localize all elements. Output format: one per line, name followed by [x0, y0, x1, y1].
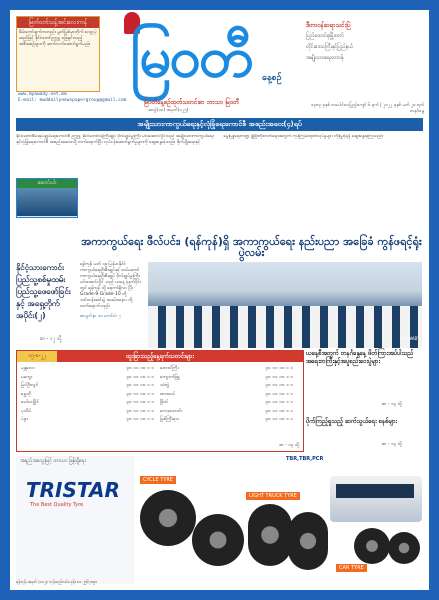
photo-crowd-row — [148, 320, 422, 334]
main-story-page-ref: စာမျက်နှာ ၁၀ ကော်လံ ၇ — [80, 314, 122, 319]
photo-crowd-row — [148, 306, 422, 320]
header-right-panel — [306, 20, 424, 64]
photo-caption: MYAWADY — [401, 337, 420, 342]
tyre-image — [354, 528, 390, 564]
tyre-image — [288, 512, 328, 570]
tagline: မြဝတီနေ့စဉ်ထုတ်သတင်းစာ ဘာသာ မြဝတီ — [144, 99, 240, 106]
directory-row — [21, 374, 299, 383]
directory-row — [21, 408, 299, 417]
side-headline[interactable]: နိုင်ငံ့သားကောင်းပြည်သူ့စစ်မှုထမ်း ပြည်သူ့ဖေဖော်ခြင်းနှင့် အရှေ့တိုက် အပိုင်း(၂) — [16, 263, 71, 320]
right-story-headline[interactable]: ပိုက်ကြည့်ရှုသည့် ဆက်သွယ်ရေး စနစ်များ — [306, 418, 397, 425]
directory-cell: ပဲခူး — [21, 417, 28, 422]
directory-cell: ပြင်ဦးလွင် — [21, 383, 39, 388]
ad-light-label: LIGHT TRUCK TYRE — [246, 492, 300, 500]
directory-cell: ၃၀ ၁၁ ၁၀ ၁ ၁ — [265, 400, 293, 405]
bus-window — [336, 484, 414, 498]
side-feature-photo — [17, 188, 77, 216]
ad-slogan: The Best Quality Tyre — [30, 502, 84, 508]
directory-cell: ၃၀ ၁၁ ၁၀ ၁ ၁ — [126, 391, 154, 397]
contact-info — [18, 92, 126, 104]
ad-top-text: အရည်အသွေးမြင့် တာယာ ဖြန့်ချိရေး — [20, 458, 86, 464]
email-link[interactable]: E-mail: mwddailynewspapergroup@gmail.com — [18, 98, 127, 103]
photo-crowd-row — [148, 334, 422, 348]
directory-cell: ထားဝယ် — [160, 391, 176, 397]
directory-cell: မြိတ် — [160, 400, 169, 405]
directory-title: ထူးခြားသည့်နေ့ရက်သတင်းများ — [17, 351, 303, 362]
ad-contact: ရန်ကုန်၊ အမှတ် (၁၁၂)၊ ကုန်သည်လမ်း၊ ဖုန်း ၀၁-၂၅၆၇၈၉၀ — [16, 579, 98, 584]
header-right-heading: ဒီတာဝန်ဆရာသင်းပြဲ — [306, 22, 351, 29]
issue-date: ၁၃၈၃ ခုနှစ် တပေါင်းလပြည့်ကျော် ၆ ရက် | ၂၀၂၂ ခုနှစ် မတ် ၂၀ ရက် တနင်္ဂနွေ — [310, 103, 424, 114]
header-right-item: အမျိုးသားရေးတာဝန် — [306, 55, 344, 61]
directory-row — [21, 365, 299, 374]
directory-cell: ၃၀ ၁၁ ၁၀ ၁ ၁ — [265, 417, 293, 422]
tyre-image — [388, 532, 420, 564]
directory-cell: မြစ်ကြီးနား — [160, 417, 179, 422]
masthead-subtitle: နေ့စဉ် — [262, 73, 282, 83]
header-notice-body: ဖိမ်းကော်ချက်ကတည်း မွတ်မြစ်မှာတိုက် လျော့ပဲ့ ဆည်ဖြင့် နိုင်ငံတော်ဥက္ကဋ္ဌ ဖြေရှင်းသည့် အစီအစဉ်များကို ဆက်လက်ဆောင်ရွက်မည်။ — [19, 30, 97, 47]
header-notice-title: မြတ်ဝတ်သန့်အင်းလေးကန် — [17, 17, 99, 28]
directory-row — [21, 399, 299, 408]
directory-page-ref: စာ - ၁၃ သို့ — [279, 443, 299, 448]
directory-cell: မကွေး — [21, 374, 33, 380]
ad-brand: TRISTAR — [26, 478, 120, 502]
side-feature-tag: ဆောင်းပါး — [17, 179, 77, 188]
main-photo — [148, 262, 422, 344]
tyre-image — [140, 490, 196, 546]
directory-cell: ၃၀ ၁၁ ၁၀ ၁ ၁ — [265, 366, 293, 371]
directory-cell: ၃၀ ၁၁ ၁၀ ၁ ၁ — [265, 374, 293, 380]
masthead — [102, 12, 302, 100]
lead-text: နိုင်ငံတော်စီမံအုပ်ချုပ်ရေးကောင်စီ ဥက္ကဋ္ဌ နိုင်ငံတော်ဝန်ကြီးချုပ် ဗိုလ်ချုပ်မှူးကြီး မင်းအောင်လှိုင်သည် အမျိုးသားကာကွယ်ရေးနှင့်လုံခြုံရေးကောင်စီ အစည်းအဝေးသို့ တက်ရောက်ပြီး လုပ်ငန်းဆောင်ရွက်မှုများကို ဆွေးနွေးခဲ့သည်။ စိုက်ပျိုးရေးနှင့် မွေးမြူရေးကဏ္ဍ ဖွံ့ဖြိုးတိုးတက်ရေးအတွက် ကုန်ကြမ်းထုတ်လုပ်မှုများ တိုးမြှင့်ရန် ဆွေးနွေးခဲ့ကြသည်။ — [16, 134, 384, 145]
directory-row — [21, 416, 299, 425]
directory-cell: တောင်ကြီး — [160, 366, 179, 371]
main-story-body: ရန်ကုန်၊ မတ် ၁၉ မြန်မာနိုင်ငံ ကာကွယ်ရေးဦးစီးချုပ်နှင့် တပ်မတော်ကာကွယ်ရေးဦးစီးချုပ် ဗိုလ်ချုပ်မှူးကြီး မင်းအောင်လှိုင် သည် ယနေ့ နံနက်ပိုင်းတွင် ရန်ကုန် သို့ ရောက်ရှိလာ ပြီး Grade-9 Grade-10 တို့ သင်တန်းဆင်းပွဲ အခမ်းအနား သို့ တက်ရောက်သည်။ — [80, 262, 142, 309]
directory-cell: မော်လမြိုင် — [21, 400, 40, 405]
header-notice-box — [16, 16, 100, 92]
directory-box — [16, 350, 304, 452]
directory-cell: ၃၀ ၁၁ ၁၀ ၁ ၁ — [126, 400, 154, 405]
ad-car-label: CAR TYRE — [336, 564, 367, 572]
advertisement[interactable] — [16, 456, 423, 584]
side-feature-box — [16, 178, 78, 218]
directory-cell: မန္တလေး — [21, 366, 35, 371]
ad-tbr-label: TBR,TBR,PCR — [286, 456, 324, 462]
directory-cell: ၃၀ ၁၁ ၁၀ ၁ ၁ — [126, 417, 154, 422]
directory-cell: ကော့သောင်း — [160, 408, 183, 414]
volume-number: အတွဲ(၁၀) အမှတ်(၁၂၅) — [148, 108, 189, 113]
main-headline[interactable]: အကာကွယ်ရေး ဖီလ်ပင်း၊ (ရန်ကုန်)ရှိ အကာကွယ်ရေး နည်းပညာ အခြေခံ ကွန်ဖရင့်ရုံး ပွဲလမ်း — [81, 235, 422, 259]
right-story-headline[interactable]: ယနေ့စီအတွက် တနင်္ဂနွေနေ့ ဖိတ်ကြားအပ်ပါသည် အရေးတကြီးနှင့်အပူစည်းဝေးပွဲများ — [306, 350, 414, 365]
tyre-image — [192, 514, 244, 566]
ad-left-panel — [16, 456, 134, 584]
directory-tag: ဝ၅-၈-၂၂ — [17, 351, 57, 362]
newspaper-page — [10, 10, 429, 590]
right-story-page-ref: စာ - ၁၃ သို့ — [382, 442, 402, 447]
lead-banner: အမျိုးသားကာကွယ်ရေးနှင့်လုံခြုံရေးကောင်စီ အစည်းအဝေး(၄)ရပ် — [16, 118, 423, 131]
directory-cell: သံတွဲ — [160, 383, 170, 388]
directory-cell: ၃၀ ၁၁ ၁၀ ၁ ၁ — [126, 383, 154, 388]
header-right-item: တိုင်းဒေသကြီးနှင့်ပြည်နယ် — [306, 44, 354, 50]
directory-row — [21, 391, 299, 400]
directory-cell: ၃၀ ၁၁ ၁၀ ၁ ၁ — [265, 391, 293, 397]
directory-cell: ၃၀ ၁၁ ၁၀ ၁ ၁ — [126, 374, 154, 380]
directory-row — [21, 382, 299, 391]
ad-cycle-label: CYCLE TYRE — [140, 476, 176, 484]
website-link[interactable]: www.myawady.net.mm — [18, 92, 67, 97]
directory-cell: ရွှေဘို — [21, 391, 32, 397]
directory-cell: ၃၀ ၁၁ ၁၀ ၁ ၁ — [265, 408, 293, 414]
right-story-page-ref: စာ - ၁၃ သို့ — [382, 402, 402, 407]
directory-cell: ၃၀ ၁၁ ၁၀ ၁ ၁ — [265, 383, 293, 388]
tyre-image — [248, 504, 292, 566]
directory-cell: ကျောက်ဖြူ — [160, 374, 180, 380]
directory-cell: ပုသိမ် — [21, 408, 32, 414]
header-right-item: ပြည်ထောင်စုမြို့တော် — [306, 33, 344, 39]
directory-cell: ၃၀ ၁၁ ၁၀ ၁ ၁ — [126, 366, 154, 371]
main-story-text — [80, 262, 146, 320]
side-page-ref: စာ - ၁၂ သို့ — [40, 336, 62, 342]
directory-cell: ၃၀ ၁၁ ၁၀ ၁ ၁ — [126, 408, 154, 414]
bus-image — [330, 476, 422, 522]
directory-grid — [21, 365, 299, 425]
masthead-title: မြဝတီ — [130, 24, 252, 90]
